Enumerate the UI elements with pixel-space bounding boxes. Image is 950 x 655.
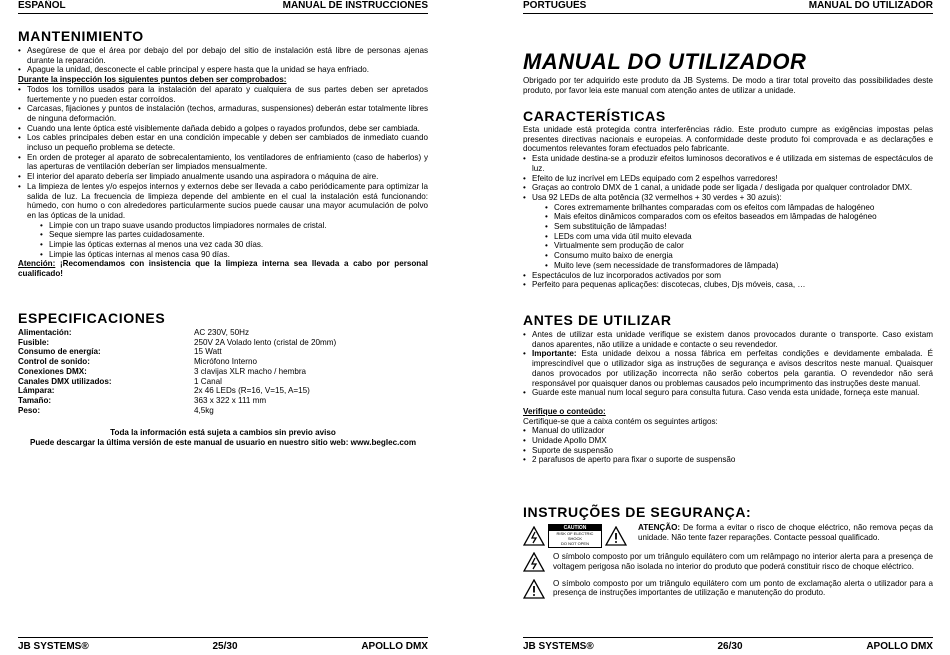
features-section [523,108,933,290]
caution-symbols [523,523,638,548]
caution-label-box [548,524,602,548]
footer-model: APOLLO DMX [361,641,428,652]
list-item: • Consumo muito baixo de energia [523,251,933,261]
list-item: • Todos los tornillos usados para la instalación del aparato y cualquiera de sus partes deben ser apretados fuertemente y no pueden estar corroídos. [18,85,428,104]
maintenance-intro-list [18,46,428,75]
spec-key: Canales DMX utilizados: [18,376,112,386]
list-item: • Esta unidade destina-se a produzir efeitos luminosos decorativos e é utilizada em sistemas de espectáculos de luz. [523,154,933,173]
header-language: ESPAÑOL [18,0,66,11]
list-item: • Manual do utilizador [523,426,933,436]
inspection-heading: Durante la inspección los siguientes puntos deben ser comprobados: [18,75,287,85]
section-title: ANTES DE UTILIZAR [523,312,672,328]
attention-text: De forma a evitar o risco de choque eléctrico, não remova peças da unidade. Não tente fazer reparações. Contacte pessoal qualificado. [638,523,933,542]
header-title: MANUAL DE INSTRUCCIONES [282,0,428,11]
cleaning-sublist [18,221,428,260]
intro-section [523,49,933,95]
list-item: • Mais efeitos dinâmicos comparados com os efeitos baseados em lâmpadas de halogéneo [523,212,933,222]
caution-line: DO NOT OPEN [561,541,589,546]
before-use-section [523,312,933,465]
caution-label: CAUTION [549,525,601,531]
attention-text: ¡Recomendamos con insistencia que la limpieza interna sea llevada a cabo por personal cualificado! [18,259,428,279]
page-header [18,0,428,14]
intro-text: Obrigado por ter adquirido este produto da JB Systems. De modo a tirar total proveito das possibilidades deste produto, por favor leia este manual com atenção antes de utilizar a unidade. [523,76,933,95]
left-page [18,0,428,654]
page-header [523,0,933,14]
maintenance-section [18,28,428,279]
spec-value: AC 230V, 50Hz [194,328,250,337]
spec-value: 363 x 322 x 111 mm [194,395,267,405]
section-title: INSTRUÇÕES DE SEGURANÇA: [523,504,752,520]
exclamation-text: O símbolo composto por um triângulo equilátero com um ponto de exclamação alerta o utilizador para a presença de instruções importantes de utilização e manutenção do produto. [553,578,933,598]
exclamation-warning-icon [605,526,627,546]
lightning-symbol [523,552,553,575]
spec-value: 3 clavijas XLR macho / hembra [194,366,307,376]
exclamation-row [523,579,933,602]
spec-key: Alimentación: [18,328,72,337]
important-label: Importante: [532,349,577,359]
list-item: • Carcasas, fijaciones y puntos de instalación (techos, armaduras, suspensiones) deberán estar totalmente libres de ninguna deformación. [18,104,428,123]
page-title: MANUAL DO UTILIZADOR [523,49,807,74]
spec-value: 15 Watt [194,347,222,357]
inspection-list [18,85,428,221]
list-item: • Guarde este manual num local seguro para consulta futura. Caso venda esta unidade, forneça este manual. [523,388,933,398]
header-language: PORTUGUÊS [523,0,587,11]
page-footer [18,637,428,654]
page-footer [523,637,933,654]
attention-note [18,259,428,278]
safety-section [523,504,933,601]
header-title: MANUAL DO UTILIZADOR [808,0,933,11]
footer-page-number: 25/30 [212,641,238,652]
spec-key: Consumo de energía: [18,347,101,357]
list-item: • Cuando una lente óptica esté visiblemente dañada debido a golpes o rayados profundos, debe ser cambiada. [18,124,428,134]
footer-model: APOLLO DMX [866,641,933,652]
spec-value: 1 Canal [194,376,222,386]
verify-text: Certifique-se que a caixa contém os seguintes artigos: [523,416,718,426]
important-text: Esta unidade deixou a nossa fábrica em perfeitas condições e devidamente embalada. É imprescindível que o utilizador siga as instruções de segurança e avisos descritos neste manual. Quaisquer danos provocados por utilização incorrecta não serão cobertos pela garantia. O revendedor não será responsável por quaisquer danos ou problemas causados pelo incumprimento das instruções deste manual. [532,349,933,388]
verify-heading: Verifique o conteúdo: [523,406,606,416]
lightning-warning-icon [523,526,545,546]
spec-value: 250V 2A Volado lento (cristal de 20mm) [194,337,337,347]
attention-label: Atención: [18,259,56,269]
features-list-continued [523,271,933,290]
list-item: • Suporte de suspensão [523,446,933,456]
exclamation-warning-icon [523,579,545,599]
list-item: • Seque siempre las partes cuidadosamente. [18,230,428,240]
list-item [523,349,933,388]
lightning-warning-icon [523,552,545,572]
before-use-list [523,330,933,398]
list-item: • En orden de proteger al aparato de sobrecalentamiento, los ventiladores de enfriamiento (caso de haberlos) y las aperturas de ventilación deberían ser limpiados mensualmente. [18,153,428,172]
list-item: • 2 parafusos de aperto para fixar o suporte de suspensão [523,455,933,465]
spec-key: Tamaño: [18,395,52,405]
list-item: • Efeito de luz incrível em LEDs equipado com 2 espelhos varredores! [523,174,933,184]
list-item: • Limpie las ópticas internas al menos casa 90 días. [18,250,428,260]
list-item: • LEDs com uma vida útil muito elevada [523,232,933,242]
lightning-row [523,552,933,575]
list-item: • Sem substituição de lâmpadas! [523,222,933,232]
attention-label: ATENÇÃO: [638,523,681,532]
caution-row [523,523,933,548]
spec-value: Micrófono Interno [194,357,257,367]
verify-list [523,426,933,465]
list-item: • La limpieza de lentes y/o espejos internos y externos debe ser llevada a cabo periódicamente para optimizar la salida de luz. La frecuencia de limpieza depende del ambiente en el cual la instalación está funcionando: húmedo, con humo o con alrededores particularmente sucios puede causar una mayor acumulación de polvo en las ópticas de la unidad. [18,182,428,221]
attention-paragraph [638,523,933,542]
lightning-text: O símbolo composto por um triângulo equilátero com um relâmpago no interior alerta para a presença de voltagem perigosa não isolada no interior do produto que poderá constituir risco de choque eléctrico. [553,552,933,571]
spec-value: 2x 46 LEDs (R=16, V=15, A=15) [194,386,310,396]
list-item: • Muito leve (sem necessidade de transformadores de lâmpada) [523,261,933,271]
list-item: • Usa 92 LEDs de alta potência (32 vermelhos + 30 verdes + 30 azuis): [523,193,933,203]
list-item: • Los cables principales deben estar en una condición impecable y deben ser cambiados de inmediato cuando incluso un pequeño problema se detecte. [18,133,428,152]
spec-value: 4,5kg [194,405,214,415]
list-item: • Limpie con un trapo suave usando productos limpiadores normales de cristal. [18,221,428,231]
spec-key: Lámpara: [18,386,55,396]
spec-key: Conexiones DMX: [18,366,87,376]
section-title: CARACTERÍSTICAS [523,108,666,124]
list-item: • Antes de utilizar esta unidade verifique se existem danos provocados durante o transporte. Caso existam danos aparentes, não utilize a unidade e contacte o seu revendedor. [523,330,933,349]
features-list [523,154,933,203]
notice-line: Toda la información está sujeta a cambios sin previo aviso [110,428,336,438]
section-title: MANTENIMIENTO [18,28,144,44]
spec-key: Peso: [18,405,41,415]
footer-brand: JB SYSTEMS® [18,641,89,652]
caution-line: RISK OF ELECTRIC SHOCK [556,531,594,541]
led-benefits-sublist [523,203,933,271]
notice-line: Puede descargar la última versión de este manual de usuario en nuestro sitio web: www.beglec.com [29,438,417,448]
list-item: • Virtualmente sem produção de calor [523,241,933,251]
footer-brand: JB SYSTEMS® [523,641,594,652]
right-page [523,0,933,654]
list-item: • El interior del aparato debería ser limpiado anualmente usando una aspiradora o máquina de aire. [18,172,428,182]
list-item: • Apague la unidad, desconecte el cable principal y espere hasta que la unidad se haya enfriado. [18,65,428,75]
specs-section [18,310,428,448]
specs-table [18,328,428,415]
list-item: • Perfeito para pequenas aplicações: discotecas, clubes, Djs móveis, casa, … [523,280,933,290]
list-item: • Unidade Apollo DMX [523,436,933,446]
footer-page-number: 26/30 [717,641,743,652]
list-item: • Graças ao controlo DMX de 1 canal, a unidade pode ser ligada / desligada por qualquer controlador DMX. [523,183,933,193]
features-text: Esta unidade está protegida contra interferências rádio. Este produto cumpre as exigências impostas pelas presentes directivas nacionais e europeias. A conformidade deste produto foi comprovada e as declarações e documentos relevantes foram efectuados pelo fabricante. [523,125,933,154]
list-item: • Asegúrese de que el área por debajo del por debajo del sitio de instalación está libre de personas ajenas durante la reparación. [18,46,428,65]
section-title: ESPECIFICACIONES [18,310,166,326]
spec-key: Fusible: [18,337,50,347]
list-item: • Limpie las ópticas externas al menos una vez cada 30 días. [18,240,428,250]
exclamation-symbol [523,579,553,602]
list-item: • Espectáculos de luz incorporados activados por som [523,271,933,281]
spec-key: Control de sonido: [18,357,90,367]
list-item: • Cores extremamente brilhantes comparadas com os efeitos com lâmpadas de halogéneo [523,203,933,213]
